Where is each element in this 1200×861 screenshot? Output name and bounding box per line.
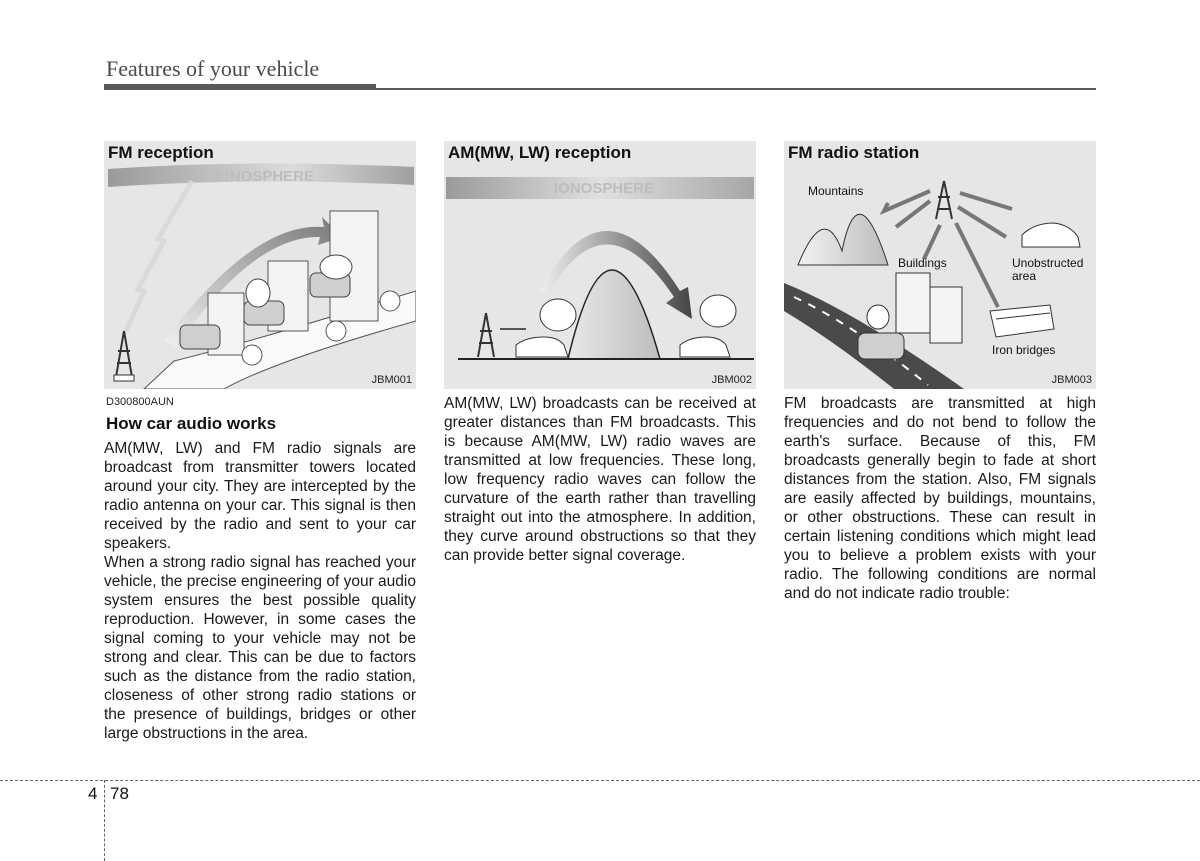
figure-title: FM radio station (788, 143, 920, 162)
signal-ray (958, 207, 1006, 237)
car (1022, 223, 1080, 247)
building (896, 273, 930, 333)
page-number: 78 (110, 784, 129, 803)
iron-bridges-label: Iron bridges (992, 343, 1056, 357)
right-column-text (784, 394, 1096, 603)
middle-column-text (444, 394, 756, 565)
car (516, 337, 568, 357)
radio-tower (936, 181, 952, 219)
paragraph: FM broadcasts are transmitted at high frequencies and do not bend to follow the earth's surface. Because of this, FM broadcasts generally begin to fade at short distances from the station. Also, FM signals are easily affected by buildings, mountains, or other obstructions. These can result in certain listening conditions which might lead you to believe a problem exists with your radio. The following conditions are normal and do not indicate radio trouble: (784, 395, 1096, 602)
page-header-title: Features of your vehicle (106, 56, 320, 81)
hill (568, 270, 660, 359)
figure-code: JBM002 (711, 374, 752, 386)
footer-rule (0, 780, 1200, 781)
am-reception-illustration (444, 141, 756, 389)
header-rule-thick (104, 84, 376, 90)
page-section-number: 4 (88, 784, 98, 803)
radio-tower (116, 331, 132, 377)
header-rule-thin (376, 88, 1096, 90)
speech-bubble (320, 255, 352, 279)
car (680, 337, 730, 357)
figure-title: AM(MW, LW) reception (448, 143, 632, 162)
figure-fm-radio-station (784, 141, 1096, 389)
unobstructed-label-line2: area (1012, 269, 1037, 283)
unobstructed-label-line1: Unobstructed (1012, 256, 1084, 270)
speech-bubble (246, 279, 270, 307)
building (930, 287, 962, 343)
paragraph: AM(MW, LW) and FM radio signals are broadcast from transmitter towers located around your city. They are intercepted by the radio antenna on your car. This signal is then received by the radio and sent to your car speakers. (104, 440, 416, 552)
figure-title: FM reception (108, 143, 214, 162)
tree (326, 321, 346, 341)
mountains-shape (798, 214, 888, 265)
speech-bubble (867, 305, 889, 329)
left-column-text (104, 439, 416, 743)
section-code: D300800AUN (106, 396, 174, 408)
tree (380, 291, 400, 311)
figure-am-reception (444, 141, 756, 389)
tower-base (114, 375, 134, 381)
car (180, 325, 220, 349)
ionosphere-label: IONOSPHERE (213, 168, 315, 185)
figure-fm-reception (104, 141, 416, 389)
buildings-label: Buildings (898, 256, 947, 270)
paragraph: AM(MW, LW) broadcasts can be received at greater distances than FM broadcasts. This is because AM(MW, LW) radio waves are transmitted at low frequencies. These long, low frequency radio waves can follow the curvature of the earth rather than travelling straight out into the atmosphere. In addition, they curve around obstructions so that they can provide better signal coverage. (444, 395, 756, 564)
car (858, 333, 904, 359)
signal-ray (960, 193, 1012, 209)
iron-bridge (990, 305, 1054, 337)
speech-bubble (540, 299, 576, 331)
radio-tower (478, 313, 494, 357)
footer-divider (104, 780, 105, 861)
speech-bubble (700, 295, 736, 327)
signal-bolt-up (126, 181, 192, 331)
tree (242, 345, 262, 365)
signal-ray (924, 225, 940, 259)
figure-code: JBM001 (371, 374, 412, 386)
mountains-label: Mountains (808, 184, 864, 198)
fm-radio-station-illustration (784, 141, 1096, 389)
ionosphere-label: IONOSPHERE (553, 180, 655, 197)
figure-code: JBM003 (1051, 374, 1092, 386)
paragraph: When a strong radio signal has reached your vehicle, the precise engineering of your audio system ensures the best possible quality reproduction. However, in some cases the signal coming to your vehicle may not be strong and clear. This can be due to factors such as the distance from the radio station, closeness of other strong radio stations or the presence of buildings, bridges or other large obstructions in the area. (104, 554, 416, 742)
fm-reception-illustration (104, 141, 416, 389)
section-heading: How car audio works (106, 414, 277, 433)
